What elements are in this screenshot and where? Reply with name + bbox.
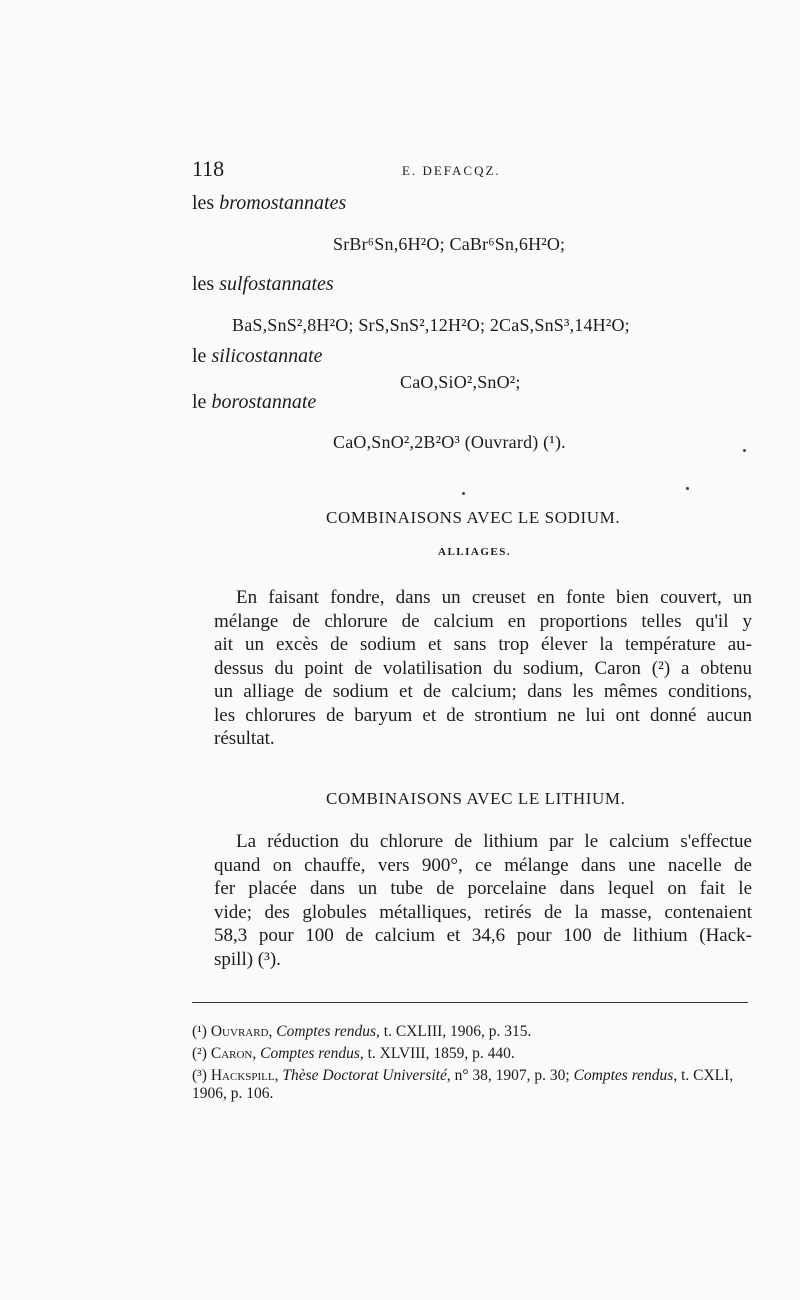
borostannate-formula: CaO,SnO²,2B²O³ (Ouvrard) (¹). xyxy=(333,432,566,452)
bromostannates-label xyxy=(192,192,346,215)
footnote-title: Comptes rendus xyxy=(573,1067,674,1084)
footnote-2 xyxy=(192,1045,752,1063)
footnote-sep: , xyxy=(268,1023,277,1040)
text-line: résultat. xyxy=(214,728,275,749)
text-line: fer placée dans un tube de porcelaine dans lequel on fait le xyxy=(214,878,752,899)
sulfostannates-label xyxy=(192,273,334,296)
text-line: En faisant fondre, dans un creuset en fonte bien couvert, un xyxy=(236,587,752,608)
text-line: 58,3 pour 100 de calcium et 34,6 pour 100 de lithium (Hack- xyxy=(214,925,752,946)
section-heading-lithium: COMBINAISONS AVEC LE LITHIUM. xyxy=(326,789,626,808)
borostannate-label xyxy=(192,391,316,414)
footnote-mark: (¹) xyxy=(192,1023,211,1040)
text-line: un alliage de sodium et de calcium; dans les mêmes conditions, xyxy=(214,681,752,702)
label-term: silicostannate xyxy=(211,345,323,367)
footnote-title: Comptes rendus xyxy=(276,1023,377,1040)
footnote-mark: (³) xyxy=(192,1067,211,1084)
label-prefix: le xyxy=(192,391,212,413)
paragraph-lithium xyxy=(192,830,752,971)
text-line: La réduction du chlorure de lithium par le calcium s'effectue xyxy=(236,831,752,852)
scan-speck xyxy=(743,449,746,452)
label-prefix: les xyxy=(192,192,220,214)
text-line: les chlorures de baryum et de strontium ne lui ont donné aucun xyxy=(214,704,752,726)
text-line: spill) (³). xyxy=(214,948,281,970)
footnote-ref: , t. XLVIII, 1859, p. 440. xyxy=(359,1045,515,1062)
running-head: E. DEFACQZ. xyxy=(402,163,501,178)
text-line: mélange de chlorure de calcium en proportions telles qu'il y xyxy=(214,610,752,632)
page-number: 118 xyxy=(192,156,225,181)
silicostannate-formula: CaO,SiO²,SnO²; xyxy=(400,372,521,392)
section-heading-sodium: COMBINAISONS AVEC LE SODIUM. xyxy=(326,508,621,527)
label-term: borostannate xyxy=(211,391,317,413)
footnote-title: Thèse Doctorat Université xyxy=(282,1067,447,1084)
footnote-mark: (²) xyxy=(192,1045,211,1062)
text-line: ait un excès de sodium et sans trop élever la température au- xyxy=(214,634,752,655)
scan-speck xyxy=(462,492,465,495)
scan-speck xyxy=(686,487,689,490)
footnote-ref: , t. CXLIII, 1906, p. 315. xyxy=(376,1023,532,1040)
text-line: dessus du point de volatilisation du sodium, Caron (²) a obtenu xyxy=(214,657,752,679)
footnote-title: Comptes rendus xyxy=(260,1045,360,1062)
text-line: vide; des globules métalliques, retirés de la masse, contenaient xyxy=(214,901,752,923)
sulfostannates-formula: BaS,SnS²,8H²O; SrS,SnS²,12H²O; 2CaS,SnS³,14H²O; xyxy=(232,315,630,335)
label-prefix: le xyxy=(192,345,212,367)
subsection-heading-alliages: ALLIAGES. xyxy=(438,546,512,558)
bromostannates-formula: SrBr⁶Sn,6H²O; CaBr⁶Sn,6H²O; xyxy=(333,234,566,254)
footnote-author: Hackspill xyxy=(210,1067,275,1084)
footnote-1 xyxy=(192,1023,752,1041)
footnote-divider xyxy=(192,1002,748,1003)
footnote-author: Caron xyxy=(210,1045,253,1062)
label-term: bromostannates xyxy=(219,192,347,214)
footnote-sep: , xyxy=(274,1067,283,1084)
footnote-ref: , t. CXLI, 1906, p. 106. xyxy=(192,1067,734,1102)
footnote-author: Ouvrard xyxy=(210,1023,269,1040)
label-prefix: les xyxy=(192,273,220,295)
paragraph-sodium xyxy=(192,586,752,751)
footnote-sep: , xyxy=(252,1045,261,1062)
silicostannate-label xyxy=(192,345,323,368)
footnote-ref: , n° 38, 1907, p. 30; xyxy=(446,1067,574,1084)
footnote-3 xyxy=(192,1067,752,1103)
label-term: sulfostannates xyxy=(219,273,334,295)
text-line: quand on chauffe, vers 900°, ce mélange dans une nacelle de xyxy=(214,854,752,876)
